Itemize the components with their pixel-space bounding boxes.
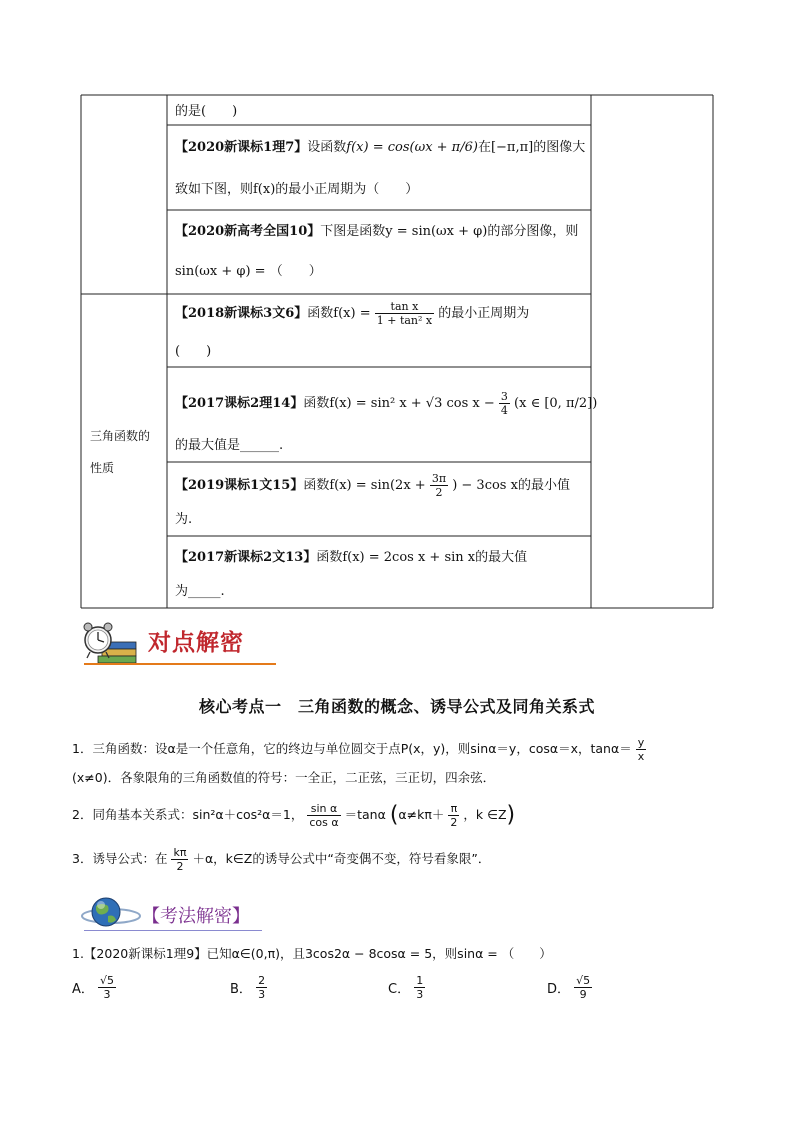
section-title-2: 【考法解密】 bbox=[142, 906, 250, 927]
core-paragraph-2 bbox=[72, 802, 515, 829]
p3-fraction bbox=[171, 846, 188, 873]
core-paragraph-1-line-2: (x≠0)．各象限角的三角函数值的符号：一全正，二正弦，三正切，四余弦． bbox=[72, 770, 496, 785]
table-row-6 bbox=[175, 472, 570, 499]
option-a-num: √5 bbox=[100, 974, 115, 987]
option-d-label: D． bbox=[547, 982, 571, 997]
option-d-num: √5 bbox=[576, 974, 591, 987]
row2-text-a: 设函数 bbox=[307, 140, 347, 155]
row6-fraction bbox=[430, 472, 448, 499]
row5-line2: 的最大值是______. bbox=[175, 438, 284, 453]
row5-fraction bbox=[499, 390, 510, 417]
p1-text-a: 1．三角函数：设α是一个任意角，它的终边与单位圆交于点P(x，y)，则sinα＝y，cosα＝x，tanα＝ bbox=[72, 741, 632, 756]
row1-text: 的是( ) bbox=[175, 104, 238, 119]
section-underline-1 bbox=[84, 663, 276, 665]
option-c-num: 1 bbox=[416, 974, 424, 987]
row3-tag: 【2020新高考全国10】 bbox=[175, 224, 321, 239]
row3-text-a: 下图是函数y = sin(ωx + φ)的部分图像，则 bbox=[320, 224, 579, 239]
row5-frac-num: 3 bbox=[500, 390, 508, 403]
p2-paren-frac-num: π bbox=[448, 802, 459, 816]
row4-line2: ( ) bbox=[175, 344, 212, 359]
row3-line2: sin(ωx + φ) = （ ） bbox=[175, 264, 322, 279]
p2-paren-open: ( bbox=[389, 802, 399, 828]
option-b-fraction bbox=[256, 974, 267, 1001]
row6-tag: 【2019课标1文15】 bbox=[175, 478, 304, 493]
section-title-1: 对点解密 bbox=[148, 630, 244, 656]
row2-line2: 致如下图，则f(x)的最小正周期为（ ） bbox=[175, 182, 419, 197]
row4-text-b: 的最小正周期为 bbox=[438, 306, 530, 321]
p3-frac-num: kπ bbox=[173, 846, 187, 859]
option-b-den: 3 bbox=[258, 988, 266, 1001]
core-paragraph-1 bbox=[72, 736, 646, 763]
row7-line2: 为_____. bbox=[175, 584, 225, 599]
p3-frac-den: 2 bbox=[176, 860, 184, 873]
row4-frac-den: 1 + tan² x bbox=[376, 314, 433, 327]
p1-frac-num: y bbox=[637, 736, 645, 749]
option-b[interactable] bbox=[230, 974, 267, 1001]
p2-fraction bbox=[307, 802, 340, 829]
table-row-2-line-2 bbox=[175, 180, 418, 200]
table-row-3 bbox=[175, 222, 578, 242]
option-d[interactable] bbox=[547, 974, 592, 1001]
p2-paren-fraction bbox=[448, 802, 459, 829]
table-row-1 bbox=[175, 102, 237, 122]
table-row-4-line-2 bbox=[175, 342, 211, 362]
sidebar-label bbox=[90, 426, 150, 478]
table-row-4 bbox=[175, 300, 529, 327]
p2-paren-frac-den: 2 bbox=[450, 816, 458, 829]
table-row-6-line-2 bbox=[175, 510, 192, 530]
row5-tag: 【2017课标2理14】 bbox=[175, 396, 304, 411]
row6-line2: 为. bbox=[175, 512, 193, 527]
option-a-fraction bbox=[98, 974, 116, 1001]
p2-text-a: 2．同角基本关系式：sin²α＋cos²α＝1， bbox=[72, 807, 304, 822]
row6-frac-num: 3π bbox=[431, 472, 447, 485]
p1-frac-den: x bbox=[637, 750, 645, 763]
option-b-num: 2 bbox=[258, 974, 266, 987]
p2-paren-close: ) bbox=[506, 802, 516, 828]
p2-frac-num: sin α bbox=[307, 802, 340, 816]
option-d-fraction bbox=[574, 974, 592, 1001]
core-paragraph-3 bbox=[72, 846, 490, 873]
row4-tag: 【2018新课标3文6】 bbox=[175, 306, 308, 321]
sidebar-label-line-2: 性质 bbox=[90, 461, 115, 475]
table-row-5 bbox=[175, 390, 597, 417]
row4-text-a: 函数f(x) = bbox=[307, 306, 371, 321]
table-row-7 bbox=[175, 548, 527, 568]
row5-text-a: 函数f(x) = sin² x + √3 cos x − bbox=[303, 396, 495, 411]
question-stem: 1.【2020新课标1理9】已知α∈(0,π)，且3cos2α − 8cosα = 5，则sinα = （ ） bbox=[72, 946, 552, 961]
globe-icon bbox=[80, 892, 142, 932]
row5-frac-den: 4 bbox=[500, 404, 508, 417]
p1-fraction bbox=[636, 736, 647, 763]
row6-frac-den: 2 bbox=[435, 486, 443, 499]
row2-text-b: 在[−π,π]的图像大 bbox=[477, 140, 586, 155]
p3-text-a: 3．诱导公式：在 bbox=[72, 851, 168, 866]
row4-fraction bbox=[375, 300, 434, 327]
table-row-2 bbox=[175, 138, 585, 158]
option-d-den: 9 bbox=[579, 988, 587, 1001]
row6-text-b: ) − 3cos x的最小值 bbox=[452, 478, 570, 493]
row7-text-a: 函数f(x) = 2cos x + sin x的最大值 bbox=[316, 550, 528, 565]
option-a-den: 3 bbox=[103, 988, 111, 1001]
option-b-label: B． bbox=[230, 982, 252, 997]
sidebar-label-line-1: 三角函数的 bbox=[90, 429, 151, 443]
option-a-label: A． bbox=[72, 982, 94, 997]
row7-tag: 【2017新课标2文13】 bbox=[175, 550, 317, 565]
question-options bbox=[72, 974, 632, 1010]
option-c[interactable] bbox=[388, 974, 425, 1001]
clock-books-icon bbox=[80, 618, 140, 666]
p3-text-b: ＋α，k∈Z的诱导公式中“奇变偶不变，符号看象限”． bbox=[192, 851, 491, 866]
option-c-fraction bbox=[414, 974, 425, 1001]
row4-frac-num: tan x bbox=[375, 300, 434, 314]
option-c-den: 3 bbox=[416, 988, 424, 1001]
core-title: 核心考点一 三角函数的概念、诱导公式及同角关系式 bbox=[198, 697, 595, 716]
p2-text-b: ＝tanα bbox=[344, 807, 386, 822]
row2-formula: f(x) = cos(ωx + π/6) bbox=[346, 140, 478, 155]
row2-tag: 【2020新课标1理7】 bbox=[175, 140, 308, 155]
option-c-label: C． bbox=[388, 982, 411, 997]
option-a[interactable] bbox=[72, 974, 116, 1001]
table-row-3-line-2 bbox=[175, 262, 322, 282]
row5-paren: (x ∈ [0, π/2]) bbox=[514, 396, 598, 411]
table-row-7-line-2 bbox=[175, 582, 225, 602]
p2-paren-text-a: α≠kπ＋ bbox=[398, 807, 445, 822]
p2-paren-text-b: ，k ∈Z bbox=[463, 807, 507, 822]
table-row-5-line-2 bbox=[175, 436, 283, 456]
row6-text-a: 函数f(x) = sin(2x + bbox=[303, 478, 426, 493]
p2-frac-den: cos α bbox=[309, 816, 339, 829]
section-underline-2 bbox=[84, 930, 262, 931]
